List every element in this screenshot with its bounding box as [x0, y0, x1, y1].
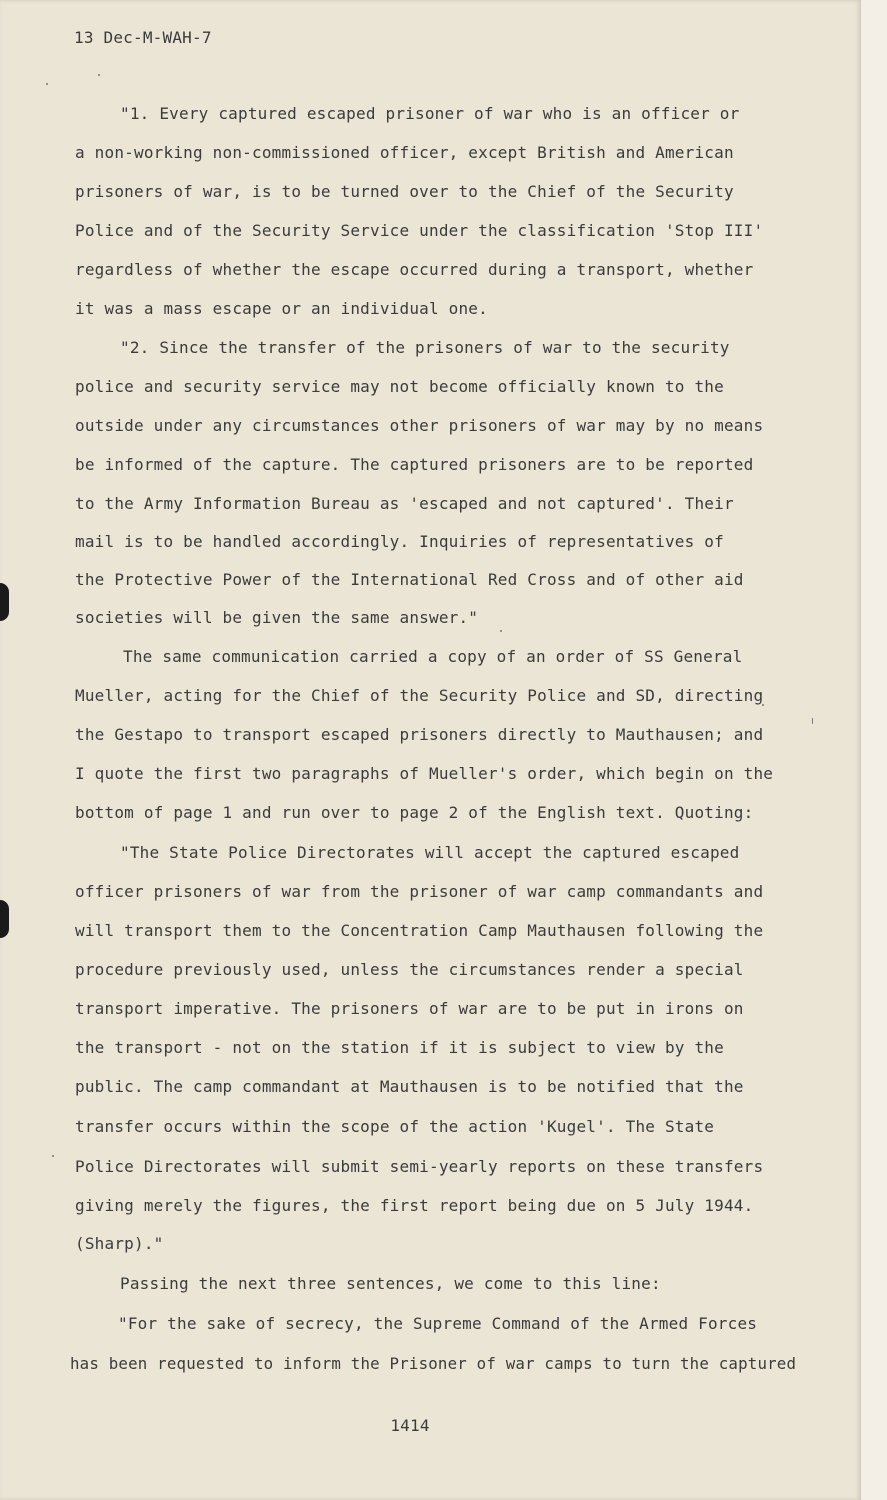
text-line: "2. Since the transfer of the prisoners of war to the security: [120, 338, 730, 357]
text-line: Police and of the Security Service under the classification 'Stop III': [75, 221, 764, 240]
speck: [46, 83, 48, 85]
text-line: outside under any circumstances other prisoners of war may by no means: [75, 416, 764, 435]
text-line: transfer occurs within the scope of the action 'Kugel'. The State: [75, 1117, 715, 1136]
text-line: has been requested to inform the Prisoner of war camps to turn the captured: [70, 1354, 797, 1373]
text-line: police and security service may not become officially known to the: [75, 377, 724, 396]
punch-hole-top: [0, 583, 9, 621]
text-line: it was a mass escape or an individual one.: [75, 299, 488, 318]
page-edge: [861, 0, 887, 1500]
text-line: mail is to be handled accordingly. Inquiries of representatives of: [75, 532, 724, 551]
text-line: transport imperative. The prisoners of war are to be put in irons on: [75, 999, 744, 1018]
text-line: will transport them to the Concentration Camp Mauthausen following the: [75, 921, 764, 940]
speck: [812, 718, 813, 724]
text-line: procedure previously used, unless the circumstances render a special: [75, 960, 744, 979]
text-line: bottom of page 1 and run over to page 2 of the English text. Quoting:: [75, 803, 754, 822]
text-line: prisoners of war, is to be turned over to the Chief of the Security: [75, 182, 734, 201]
document-header: 13 Dec-M-WAH-7: [74, 28, 212, 47]
text-line: Police Directorates will submit semi-yearly reports on these transfers: [75, 1157, 764, 1176]
text-line: to the Army Information Bureau as 'escaped and not captured'. Their: [75, 494, 734, 513]
text-line: the Gestapo to transport escaped prisoners directly to Mauthausen; and: [75, 725, 764, 744]
page-number: 1414: [390, 1416, 430, 1435]
text-line: The same communication carried a copy of an order of SS General: [123, 647, 743, 666]
text-line: giving merely the figures, the first report being due on 5 July 1944.: [75, 1196, 754, 1215]
text-line: Passing the next three sentences, we come to this line:: [120, 1274, 661, 1293]
text-line: the Protective Power of the International Red Cross and of other aid: [75, 570, 744, 589]
text-line: the transport - not on the station if it is subject to view by the: [75, 1038, 724, 1057]
text-line: "The State Police Directorates will accept the captured escaped: [120, 843, 740, 862]
speck: [500, 630, 502, 632]
text-line: I quote the first two paragraphs of Mueller's order, which begin on the: [75, 764, 774, 783]
punch-hole-bottom: [0, 900, 9, 938]
text-line: (Sharp).": [75, 1234, 164, 1253]
text-line: a non-working non-commissioned officer, except British and American: [75, 143, 734, 162]
text-line: public. The camp commandant at Mauthausen is to be notified that the: [75, 1077, 744, 1096]
speck: [52, 1155, 54, 1157]
text-line: officer prisoners of war from the prisoner of war camp commandants and: [75, 882, 764, 901]
text-line: be informed of the capture. The captured prisoners are to be reported: [75, 455, 754, 474]
speck: [98, 74, 100, 76]
text-line: Mueller, acting for the Chief of the Security Police and SD, directing: [75, 686, 764, 705]
text-line: societies will be given the same answer.": [75, 608, 479, 627]
text-line: "1. Every captured escaped prisoner of war who is an officer or: [120, 104, 740, 123]
text-line: "For the sake of secrecy, the Supreme Command of the Armed Forces: [118, 1314, 758, 1333]
text-line: regardless of whether the escape occurred during a transport, whether: [75, 260, 754, 279]
